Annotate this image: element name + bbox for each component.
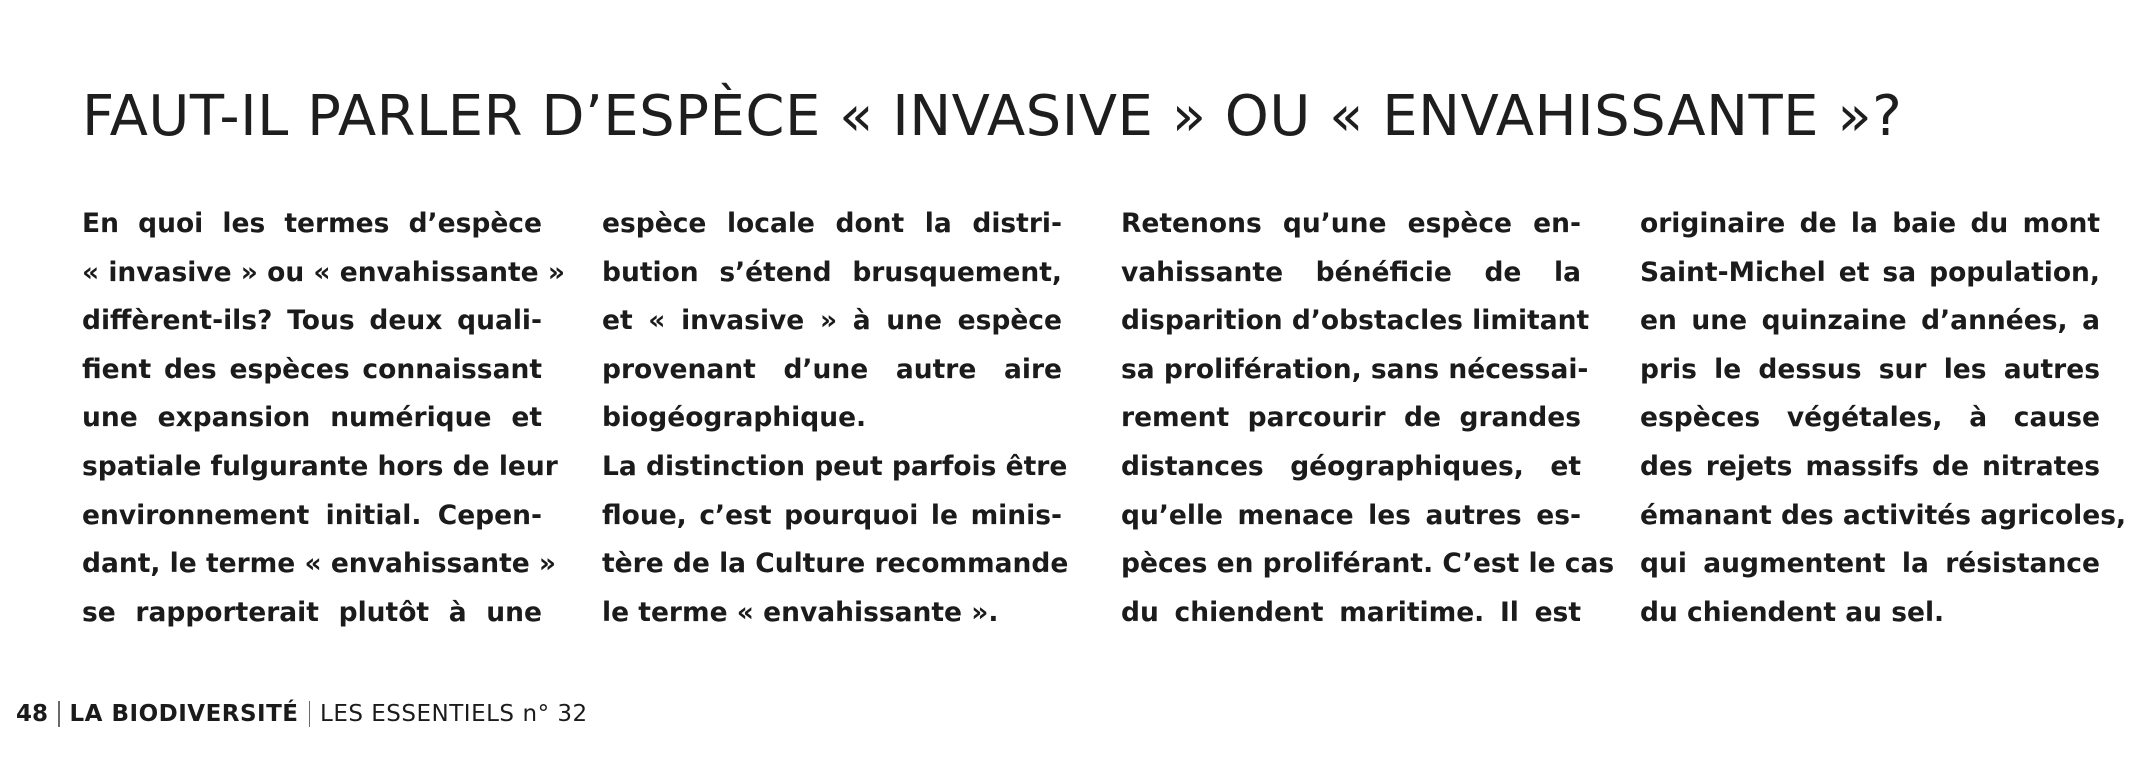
page-number: 48 (16, 701, 49, 727)
text-line: émanant des activités agricoles, (1640, 499, 2127, 531)
text-line: sa prolifération, sans nécessai- (1121, 353, 1589, 385)
text-line: spatiale fulgurante hors de leur (82, 450, 558, 482)
text-line: le terme « envahissante ». (602, 596, 999, 628)
article-title: FAUT-IL PARLER D’ESPÈCE « INVASIVE » OU « ENVAHISSANTE »? (82, 84, 1903, 149)
article-column-4 (1640, 200, 2127, 637)
footer-divider (309, 701, 311, 727)
text-line: tère de la Culture recommande (602, 548, 1069, 580)
publication-title: LA BIODIVERSITÉ (69, 701, 299, 727)
text-line: Retenons qu’une espèce en- (1121, 208, 1581, 239)
text-line: espèces végétales, à cause (1640, 402, 2100, 434)
text-line: En quoi les termes d’espèce (82, 208, 542, 239)
text-line: qui augmentent la résistance (1640, 548, 2100, 580)
text-line: « invasive » ou « envahissante » (82, 256, 565, 288)
page-footer (16, 696, 588, 732)
text-line: pris le dessus sur les autres (1640, 353, 2100, 385)
article-column-1 (82, 200, 565, 637)
text-line: fient des espèces connaissant (82, 353, 542, 385)
text-line: environnement initial. Cepen- (82, 499, 542, 531)
text-line: floue, c’est pourquoi le minis- (602, 499, 1062, 531)
issue-number: n° 32 (522, 701, 588, 727)
text-line: et « invasive » à une espèce (602, 305, 1062, 337)
text-line: espèce locale dont la distri- (602, 208, 1062, 239)
text-line: du chiendent maritime. Il est (1121, 596, 1581, 628)
text-line: biogéographique. (602, 402, 867, 434)
article-column-3 (1121, 200, 1615, 637)
text-line: provenant d’une autre aire (602, 353, 1062, 385)
text-line: originaire de la baie du mont (1640, 208, 2100, 239)
article-column-2 (602, 200, 1069, 637)
text-line: se rapporterait plutôt à une (82, 596, 542, 628)
text-line: des rejets massifs de nitrates (1640, 450, 2100, 482)
text-line: bution s’étend brusquement, (602, 256, 1062, 288)
text-line: diffèrent-ils? Tous deux quali- (82, 305, 542, 337)
text-line: La distinction peut parfois être (602, 450, 1068, 482)
text-line: dant, le terme « envahissante » (82, 548, 557, 580)
text-line: une expansion numérique et (82, 402, 542, 434)
footer-divider (58, 701, 60, 727)
text-line: distances géographiques, et (1121, 450, 1581, 482)
text-line: Saint-Michel et sa population, (1640, 256, 2100, 288)
text-line: qu’elle menace les autres es- (1121, 499, 1581, 531)
text-line: disparition d’obstacles limitant (1121, 305, 1590, 337)
series-name: LES ESSENTIELS (320, 701, 515, 727)
text-line: pèces en proliférant. C’est le cas (1121, 548, 1615, 580)
text-line: du chiendent au sel. (1640, 596, 1945, 628)
text-line: en une quinzaine d’années, a (1640, 305, 2100, 337)
text-line: vahissante bénéficie de la (1121, 256, 1581, 288)
text-line: rement parcourir de grandes (1121, 402, 1581, 434)
